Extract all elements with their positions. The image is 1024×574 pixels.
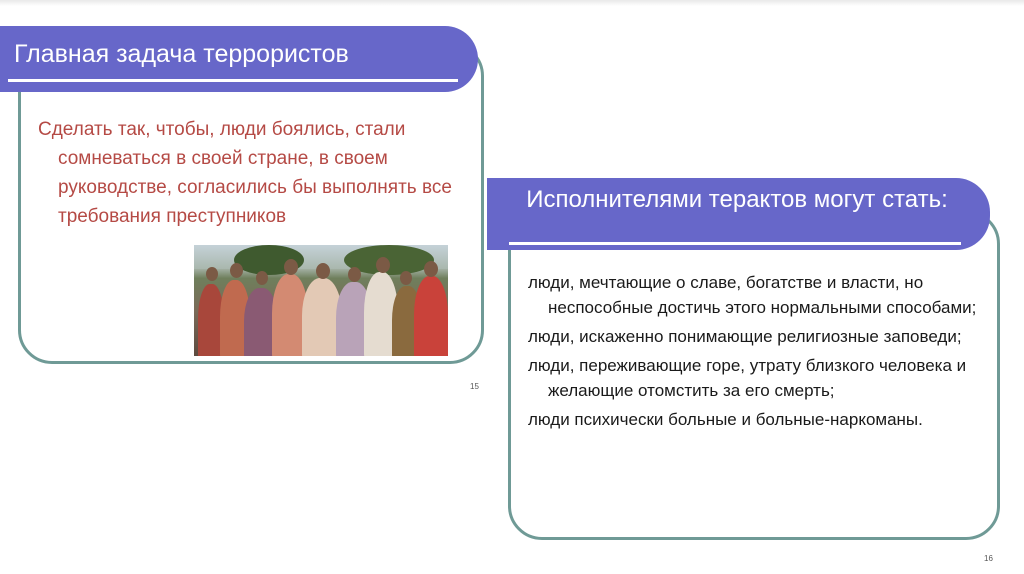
list-item: люди, переживающие горе, утрату близкого человека и желающие отомстить за его смерть; <box>528 356 967 400</box>
slide1-page-number: 15 <box>470 382 479 391</box>
slide1-title: Главная задача террористов <box>14 40 349 68</box>
perpetrators-list <box>528 270 978 436</box>
slide1-header <box>0 26 478 92</box>
list-item: люди, искаженно понимающие религиозные заповеди; <box>528 327 962 346</box>
slide2-title: Исполнителями терактов могут стать: <box>526 186 948 213</box>
slide1-body-text: Сделать так, чтобы, люди боялись, стали сомневаться в своей стране, в своем руководстве, согласились бы выполнять все требования преступников <box>38 119 452 227</box>
slide2-header-underline <box>509 242 961 245</box>
top-edge-shadow <box>0 0 1024 6</box>
slide1-header-underline <box>8 79 458 82</box>
list-item: люди психически больные и больные-наркоманы. <box>528 410 923 429</box>
slide2-header <box>487 178 990 250</box>
list-item: люди, мечтающие о славе, богатстве и власти, но неспособные достичь этого нормальными способами; <box>528 273 977 317</box>
slide2-page-number: 16 <box>984 554 993 563</box>
crowd-photo <box>194 245 448 356</box>
